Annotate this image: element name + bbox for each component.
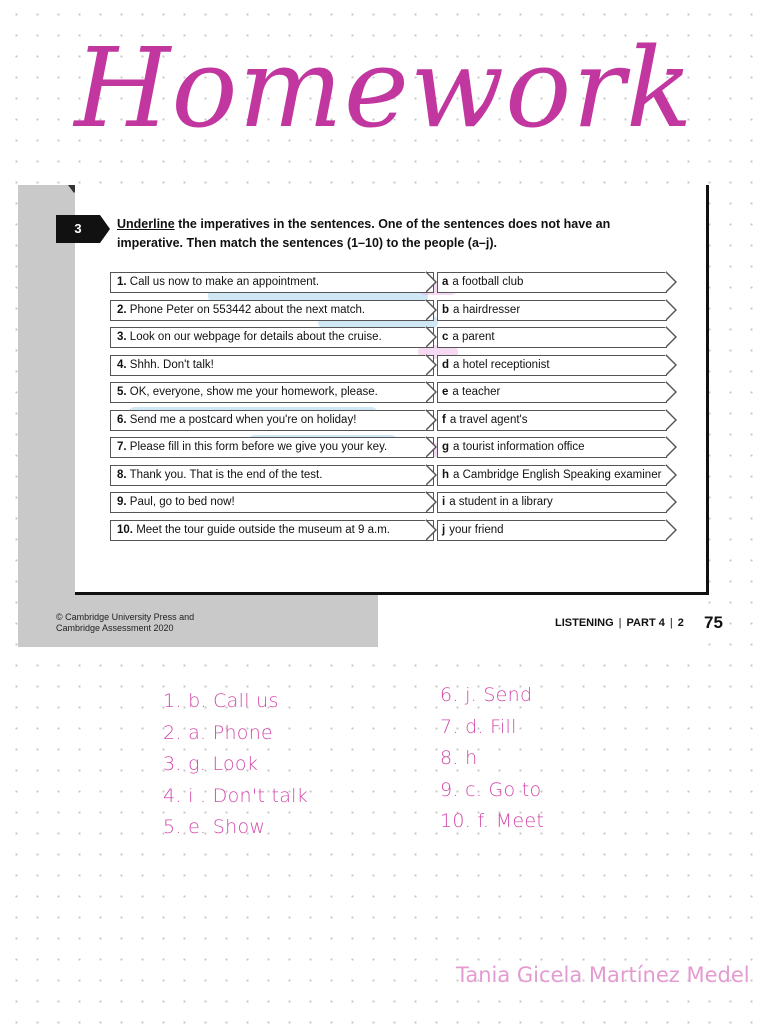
sentence-text: Thank you. That is the end of the test. (129, 469, 323, 481)
option-letter: j (442, 524, 446, 536)
option-text: a football club (452, 276, 524, 288)
answer-item: 4. i . Don't talk (163, 784, 309, 807)
option-text: your friend (449, 524, 504, 536)
option-box (437, 327, 667, 348)
arrow-icon (666, 299, 677, 321)
arrow-icon (426, 464, 437, 486)
footer-sub: 2 (677, 617, 684, 629)
option-letter: a (442, 276, 449, 288)
option-box (437, 300, 667, 321)
answer-item: 6. j. Send (440, 684, 533, 706)
arrow-icon (666, 464, 677, 486)
sentence-text: Phone Peter on 553442 about the next match. (129, 304, 366, 316)
instruction-underlined: Underline (117, 217, 175, 231)
answer-item: 8. h (440, 747, 478, 769)
sentence-number: 4. (117, 359, 127, 371)
option-text: a Cambridge English Speaking examiner (453, 469, 662, 481)
arrow-icon (666, 436, 677, 458)
option-text: a teacher (452, 386, 501, 398)
option-text: a tourist information office (453, 441, 585, 453)
arrow-icon (426, 519, 437, 541)
arrow-icon (426, 354, 437, 376)
arrow-icon (666, 271, 677, 293)
arrow-icon (666, 381, 677, 403)
sentence-number: 8. (117, 469, 127, 481)
answer-item: 7. d. Fill (440, 715, 517, 738)
instruction-text: the imperatives in the sentences. One of the sentences does not have an imperative. Then match the sentences (1–10) to the people (a–j). (117, 217, 611, 250)
sentence-number: 6. (117, 414, 127, 426)
sentence-box (110, 300, 434, 321)
page-footer: LISTENING | PART 4 | 2 (555, 617, 684, 629)
option-letter: i (442, 496, 446, 508)
textbook-page-image (18, 185, 723, 647)
arrow-icon (426, 299, 437, 321)
option-box (437, 520, 667, 541)
exercise-instruction (117, 215, 617, 253)
option-text: a hotel receptionist (453, 359, 550, 371)
option-letter: b (442, 304, 450, 316)
arrow-icon (666, 491, 677, 513)
sentence-box (110, 272, 434, 293)
sentence-box (110, 520, 434, 541)
sentence-number: 5. (117, 386, 127, 398)
arrow-icon (666, 519, 677, 541)
option-text: a parent (452, 331, 495, 343)
arrow-icon (426, 326, 437, 348)
option-text: a travel agent's (449, 414, 528, 426)
sentence-number: 10. (117, 524, 133, 536)
answer-item: 9. c. Go to (440, 778, 542, 801)
sentence-box (110, 355, 434, 376)
option-letter: d (442, 359, 450, 371)
exercise-number: 3 (56, 215, 100, 243)
option-letter: c (442, 331, 449, 343)
sentence-number: 9. (117, 496, 127, 508)
author-signature: Tania Gicela Martínez Medel (456, 963, 750, 987)
arrow-icon (666, 326, 677, 348)
answer-item: 1. b. Call us (163, 690, 279, 712)
option-letter: h (442, 469, 450, 481)
sentence-text: Send me a postcard when you're on holiday! (129, 414, 357, 426)
arrow-icon (426, 436, 437, 458)
option-box (437, 492, 667, 513)
answers-right (440, 680, 544, 838)
sentence-text: Meet the tour guide outside the museum at 9 a.m. (136, 524, 390, 536)
arrow-icon (426, 491, 437, 513)
answer-item: 5. e. Show (163, 816, 266, 838)
sentence-number: 1. (117, 276, 127, 288)
sentence-box (110, 327, 434, 348)
footer-part: PART 4 (626, 617, 665, 629)
sentence-text: Call us now to make an appointment. (129, 276, 320, 288)
option-letter: f (442, 414, 446, 426)
page-number: 75 (704, 613, 723, 632)
sentence-box (110, 437, 434, 458)
sentence-text: Please fill in this form before we give you your key. (129, 441, 388, 453)
option-box (437, 272, 667, 293)
option-text: a student in a library (449, 496, 553, 508)
sentence-box (110, 492, 434, 513)
answers-left (163, 686, 308, 844)
sentence-text: Shhh. Don't talk! (129, 359, 214, 371)
page-shadow (18, 185, 75, 647)
sentence-text: Paul, go to bed now! (129, 496, 235, 508)
sentence-text: OK, everyone, show me your homework, please. (129, 386, 378, 398)
arrow-icon (666, 409, 677, 431)
option-box (437, 410, 667, 431)
sentence-box (110, 465, 434, 486)
option-box (437, 465, 667, 486)
sentence-number: 7. (117, 441, 127, 453)
option-text: a hairdresser (453, 304, 521, 316)
option-letter: e (442, 386, 449, 398)
sentence-box (110, 382, 434, 403)
copyright-line: Cambridge Assessment 2020 (56, 623, 174, 633)
sentence-number: 2. (117, 304, 127, 316)
sentence-text: Look on our webpage for details about the cruise. (129, 331, 382, 343)
arrow-icon (426, 381, 437, 403)
arrow-icon (426, 271, 437, 293)
answer-item: 10. f. Meet (440, 810, 545, 832)
sentence-number: 3. (117, 331, 127, 343)
option-box (437, 437, 667, 458)
page-title: Homework (74, 24, 694, 152)
footer-section: LISTENING (555, 617, 614, 629)
copyright-notice (56, 612, 194, 634)
option-letter: g (442, 441, 450, 453)
arrow-icon (666, 354, 677, 376)
option-box (437, 382, 667, 403)
arrow-icon (426, 409, 437, 431)
option-box (437, 355, 667, 376)
answer-item: 3. g. Look (163, 753, 259, 775)
copyright-line: © Cambridge University Press and (56, 612, 195, 622)
answer-item: 2. a. Phone (163, 721, 274, 744)
sentence-box (110, 410, 434, 431)
